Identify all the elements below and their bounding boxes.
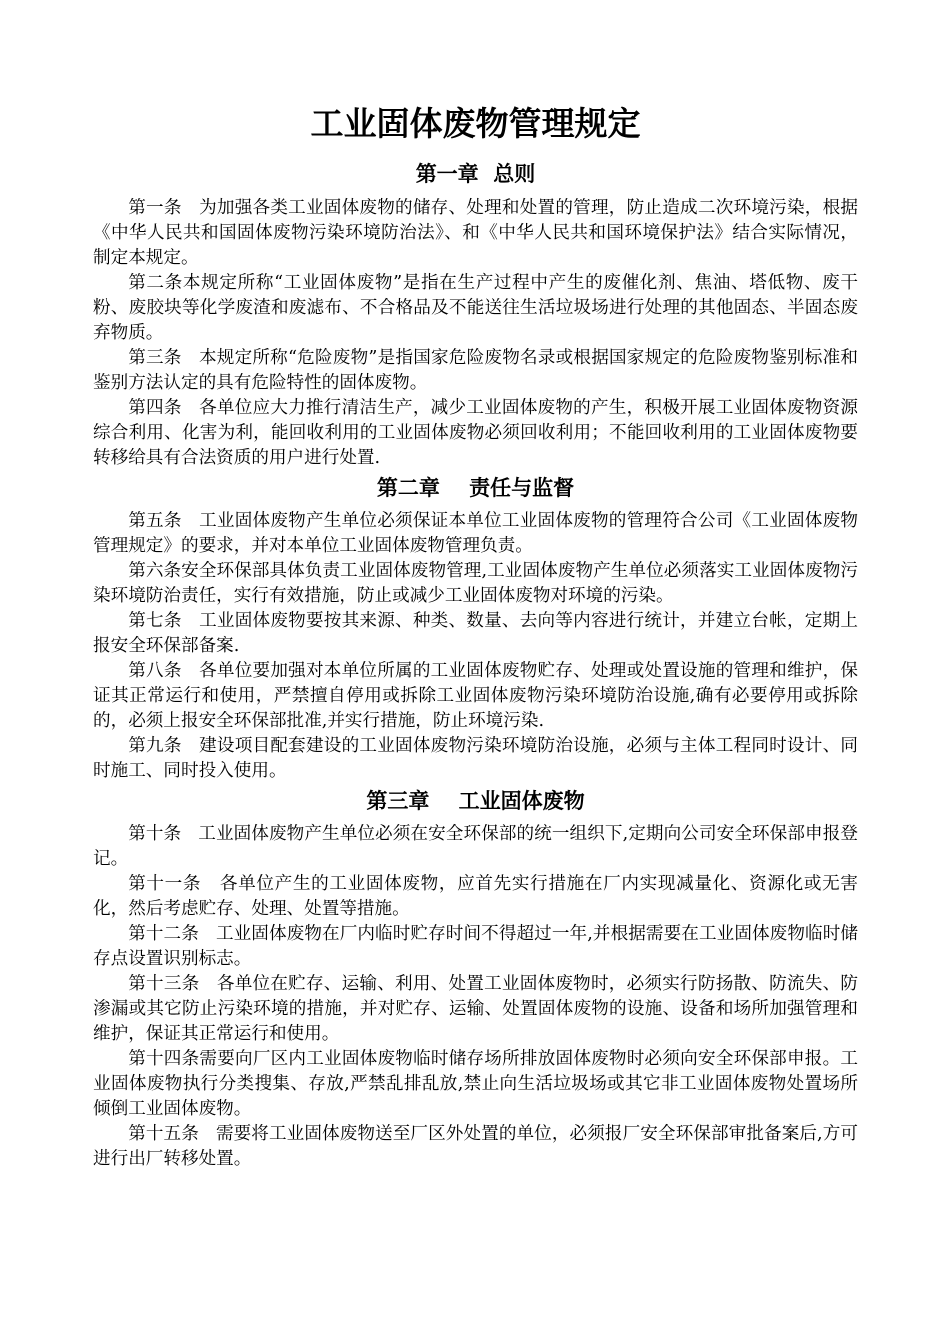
chapter-2 [93, 471, 858, 784]
chapter-heading: 第三章 工业固体废物 [366, 789, 585, 813]
article-6: 第六条安全环保部具体负责工业固体废物管理,工业固体废物产生单位必须落实工业固体废物污染环境防治责任，实行有效措施，防止或减少工业固体废物对环境的污染。 [93, 561, 858, 606]
chapter-3 [93, 784, 858, 1172]
article-7: 第七条 工业固体废物要按其来源、种类、数量、去向等内容进行统计，并建立台帐，定期上报安全环保部备案. [93, 611, 858, 656]
chapter-1 [93, 152, 858, 471]
article-14: 第十四条需要向厂区内工业固体废物临时储存场所排放固体废物时必须向安全环保部申报。工业固体废物执行分类搜集、存放,严禁乱排乱放,禁止向生活垃圾场或其它非工业固体废物处置场所倾倒工业固体废物。 [93, 1049, 858, 1119]
article-4: 第四条 各单位应大力推行清洁生产，减少工业固体废物的产生，积极开展工业固体废物资源综合利用、化害为利，能回收利用的工业固体废物必须回收利用；不能回收利用的工业固体废物要转移给具有合法资质的用户进行处置. [93, 398, 858, 468]
article-10: 第十条 工业固体废物产生单位必须在安全环保部的统一组织下,定期向公司安全环保部申报登记。 [93, 824, 858, 869]
article-9: 第九条 建设项目配套建设的工业固体废物污染环境防治设施，必须与主体工程同时设计、同时施工、同时投入使用。 [93, 736, 858, 781]
article-13: 第十三条 各单位在贮存、运输、利用、处置工业固体废物时，必须实行防扬散、防流失、防渗漏或其它防止污染环境的措施，并对贮存、运输、处置固体废物的设施、设备和场所加强管理和维护，保证其正常运行和使用。 [93, 974, 858, 1044]
article-2: 第二条本规定所称“工业固体废物”是指在生产过程中产生的废催化剂、焦油、塔低物、废干粉、废胶块等化学废渣和废滤布、不合格品及不能送往生活垃圾场进行处理的其他固态、半固态废弃物质。 [93, 273, 858, 343]
article-1: 第一条 为加强各类工业固体废物的储存、处理和处置的管理，防止造成二次环境污染，根据《中华人民共和国固体废物污染环境防治法》、和《中华人民共和国环境保护法》结合实际情况，制定本规定。 [93, 198, 858, 268]
article-3: 第三条 本规定所称“危险废物”是指国家危险废物名录或根据国家规定的危险废物鉴别标准和鉴别方法认定的具有危险特性的固体废物。 [93, 348, 858, 393]
chapter-heading: 第一章 总则 [415, 162, 536, 186]
article-15: 第十五条 需要将工业固体废物送至厂区外处置的单位，必须报厂安全环保部审批备案后,方可进行出厂转移处置。 [93, 1124, 858, 1169]
article-5: 第五条 工业固体废物产生单位必须保证本单位工业固体废物的管理符合公司《工业固体废物管理规定》的要求，并对本单位工业固体废物管理负责。 [93, 511, 858, 556]
document-title: 工业固体废物管理规定 [310, 104, 641, 143]
document-page [93, 100, 858, 1172]
article-11: 第十一条 各单位产生的工业固体废物，应首先实行措施在厂内实现减量化、资源化或无害化，然后考虑贮存、处理、处置等措施。 [93, 874, 858, 919]
chapter-heading: 第二章 责任与监督 [376, 476, 575, 500]
article-12: 第十二条 工业固体废物在厂内临时贮存时间不得超过一年,并根据需要在工业固体废物临时储存点设置识别标志。 [93, 924, 858, 969]
article-8: 第八条 各单位要加强对本单位所属的工业固体废物贮存、处理或处置设施的管理和维护，保证其正常运行和使用，严禁擅自停用或拆除工业固体废物污染环境防治设施,确有必要停用或拆除的，必须上报安全环保部批准,并实行措施，防止环境污染. [93, 661, 858, 731]
